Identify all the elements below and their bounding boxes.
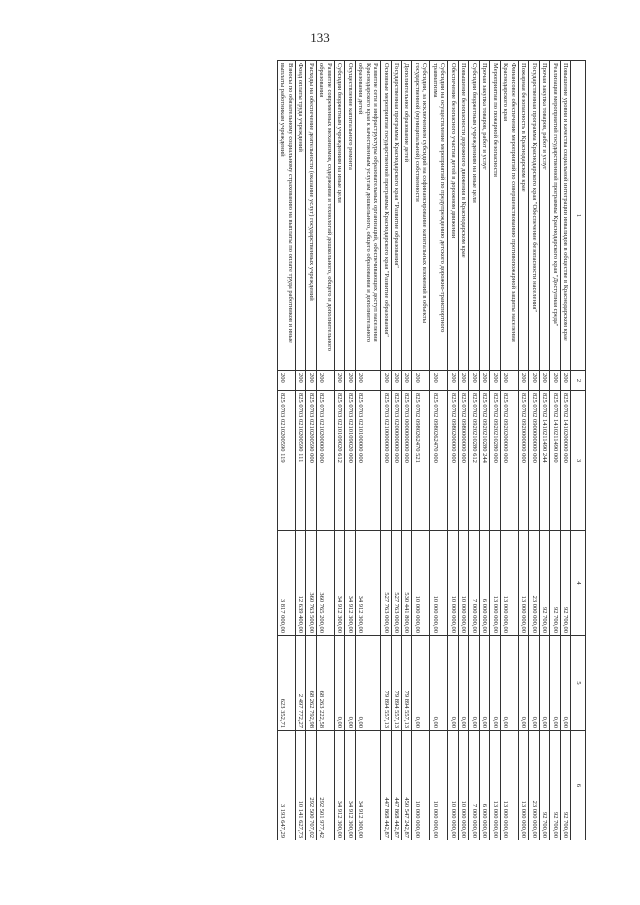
row-approved-cell: 10 000 000,00 [430,531,448,636]
row-code-cell: 200 [550,371,560,391]
row-approved-cell: 527 763 000,00 [381,531,391,636]
row-remaining-cell: 92 700,00 [539,731,549,841]
row-code-cell: 200 [316,371,334,391]
row-classifier-cell: 825 0703 0210200590 111 [295,391,305,531]
row-code-cell: 200 [402,371,412,391]
row-name-cell: Пожарная безопасность в Краснодарском крае [518,61,528,371]
row-code-cell: 200 [518,371,528,391]
row-executed-cell: 0,00 [355,636,380,731]
row-remaining-cell: 10 000 000,00 [448,731,458,841]
row-remaining-cell: 292 501 977,42 [316,731,334,841]
row-code-cell: 200 [479,371,489,391]
budget-table [277,60,586,840]
row-classifier-cell: 825 0703 0210200590 000 [306,391,316,531]
row-executed-cell: 623 352,71 [277,636,295,731]
row-name-cell: Государственная программа Краснодарского края "Развитие образования" [391,61,401,371]
row-approved-cell: 34 912 300,00 [345,531,355,636]
row-executed-cell: 0,00 [490,636,500,731]
row-approved-cell: 360 765 200,00 [316,531,334,636]
row-remaining-cell: 447 868 442,87 [381,731,391,841]
row-remaining-cell: 10 000 000,00 [430,731,448,841]
row-classifier-cell: 825 0703 0210109020 000 [345,391,355,531]
table-row [345,61,355,841]
row-code-cell: 200 [539,371,549,391]
row-code-cell: 200 [277,371,295,391]
row-approved-cell: 13 000 000,00 [500,531,518,636]
table-row [334,61,344,841]
table-row [550,61,560,841]
row-remaining-cell: 13 000 000,00 [518,731,528,841]
rotated-table-area [86,60,586,840]
row-remaining-cell: 92 700,00 [560,731,570,841]
row-name-cell: Повышение уровня и качества социальной интеграции инвалидов в обществе в Краснодарском крае [560,61,570,371]
row-executed-cell: 0,00 [412,636,430,731]
row-executed-cell: 0,00 [448,636,458,731]
row-approved-cell: 12 639 400,00 [295,531,305,636]
table-row [469,61,479,841]
row-classifier-cell: 825 0703 0000000000 000 [402,391,412,531]
row-approved-cell: 10 000 000,00 [458,531,468,636]
table-row [306,61,316,841]
row-classifier-cell: 825 0703 0200000000 000 [391,391,401,531]
row-approved-cell: 23 000 000,00 [529,531,539,636]
row-classifier-cell: 825 0703 0210109020 612 [334,391,344,531]
table-row [560,61,570,841]
row-code-cell: 200 [412,371,430,391]
table-row [430,61,448,841]
row-code-cell: 200 [500,371,518,391]
row-remaining-cell: 34 912 300,00 [334,731,344,841]
row-classifier-cell: 825 0702 0900000000 000 [529,391,539,531]
row-code-cell: 200 [345,371,355,391]
header-cell: 1 [571,61,586,371]
row-executed-cell: 68 262 792,98 [306,636,316,731]
row-code-cell: 200 [334,371,344,391]
row-code-cell: 200 [381,371,391,391]
table-row [412,61,430,841]
table-body [277,61,570,841]
row-remaining-cell: 23 000 000,00 [529,731,539,841]
row-name-cell: Прочая закупка товаров, работ и услуг [479,61,489,371]
table-row [277,61,295,841]
row-executed-cell: 0,00 [345,636,355,731]
row-name-cell: Прочая закупка товаров, работ и услуг [539,61,549,371]
row-remaining-cell: 7 000 000,00 [469,731,479,841]
header-cell: 6 [571,731,586,841]
row-name-cell: Субсидии бюджетным учреждениям на иные цели [334,61,344,371]
row-remaining-cell: 447 868 442,87 [391,731,401,841]
row-executed-cell: 0,00 [458,636,468,731]
table-row [479,61,489,841]
row-remaining-cell: 450 547 242,87 [402,731,412,841]
row-approved-cell: 92 700,00 [550,531,560,636]
header-cell: 5 [571,636,586,731]
row-name-cell: Развитие сети и инфраструктуры образовательных организаций, обеспечивающих доступ населения Краснодарского края к качественным услугам дошкольного, общего образования и дополнительного образования детей [355,61,380,371]
row-executed-cell: 2 497 772,27 [295,636,305,731]
row-code-cell: 200 [391,371,401,391]
row-code-cell: 200 [469,371,479,391]
table-row [448,61,458,841]
row-classifier-cell: 825 0703 0210200590 119 [277,391,295,531]
row-code-cell: 200 [355,371,380,391]
row-code-cell: 200 [458,371,468,391]
row-code-cell: 200 [490,371,500,391]
row-classifier-cell: 825 0702 1410211490 244 [539,391,549,531]
row-classifier-cell: 825 0703 0210000000 000 [381,391,391,531]
row-approved-cell: 527 763 000,00 [391,531,401,636]
row-remaining-cell: 292 500 707,02 [306,731,316,841]
row-code-cell: 200 [448,371,458,391]
row-classifier-cell: 825 0702 0980262470 000 [430,391,448,531]
row-remaining-cell: 10 141 627,73 [295,731,305,841]
row-approved-cell: 92 700,00 [560,531,570,636]
row-approved-cell: 10 000 000,00 [448,531,458,636]
row-approved-cell: 360 763 500,00 [306,531,316,636]
rotated-table-container [86,60,586,840]
row-remaining-cell: 3 193 647,29 [277,731,295,841]
row-name-cell: Государственная программа Краснодарского края "Обеспечение безопасности населения" [529,61,539,371]
row-executed-cell: 0,00 [479,636,489,731]
row-approved-cell: 6 000 000,00 [479,531,489,636]
table-row [381,61,391,841]
row-approved-cell: 92 700,00 [539,531,549,636]
table-row [490,61,500,841]
row-remaining-cell: 6 000 000,00 [479,731,489,841]
row-remaining-cell: 92 700,00 [550,731,560,841]
table-header-row [571,61,586,841]
table-row [518,61,528,841]
row-classifier-cell: 825 0702 0920210280 612 [469,391,479,531]
row-classifier-cell: 825 0702 0980200000 000 [448,391,458,531]
row-remaining-cell: 34 912 300,00 [355,731,380,841]
row-executed-cell: 0,00 [518,636,528,731]
row-classifier-cell: 825 0702 0920200000 000 [500,391,518,531]
row-executed-cell: 0,00 [529,636,539,731]
row-classifier-cell: 825 0702 0980262470 521 [412,391,430,531]
row-approved-cell: 10 000 000,00 [412,531,430,636]
row-name-cell: Субсидии бюджетным учреждениям на иные цели [469,61,479,371]
table-row [500,61,518,841]
row-executed-cell: 79 894 557,13 [391,636,401,731]
row-classifier-cell: 825 0702 1410211490 000 [550,391,560,531]
row-remaining-cell: 13 000 000,00 [500,731,518,841]
row-executed-cell: 0,00 [539,636,549,731]
row-name-cell: Дополнительное образование детей [402,61,412,371]
row-name-cell: Повышение безопасности дорожного движения в Краснодарском крае [458,61,468,371]
row-executed-cell: 0,00 [430,636,448,731]
table-row [355,61,380,841]
row-name-cell: Осуществление капитального ремонта [345,61,355,371]
header-cell: 4 [571,531,586,636]
row-remaining-cell: 13 000 000,00 [490,731,500,841]
header-cell: 3 [571,391,586,531]
page-number: 133 [310,30,330,45]
row-classifier-cell: 825 0702 0920000000 000 [518,391,528,531]
row-executed-cell: 79 894 557,13 [402,636,412,731]
row-approved-cell: 13 000 000,00 [518,531,528,636]
row-approved-cell: 3 817 000,00 [277,531,295,636]
row-code-cell: 200 [560,371,570,391]
row-name-cell: Фонд оплаты труда учреждений [295,61,305,371]
row-name-cell: Основные мероприятия государственной программы Краснодарского края "Развитие образования" [381,61,391,371]
row-executed-cell: 68 263 222,58 [316,636,334,731]
row-code-cell: 200 [306,371,316,391]
row-code-cell: 200 [529,371,539,391]
row-code-cell: 200 [295,371,305,391]
row-executed-cell: 79 894 557,13 [381,636,391,731]
row-code-cell: 200 [430,371,448,391]
row-approved-cell: 530 441 800,00 [402,531,412,636]
table-row [458,61,468,841]
row-name-cell: Финансовое обеспечение мероприятий по совершенствованию противопожарной защиты населения Краснодарского края [500,61,518,371]
row-name-cell: Расходы на обеспечение деятельности (оказание услуг) государственных учреждений [306,61,316,371]
header-cell: 2 [571,371,586,391]
row-executed-cell: 0,00 [500,636,518,731]
row-classifier-cell: 825 0703 0210100000 000 [355,391,380,531]
table-row [529,61,539,841]
row-remaining-cell: 10 000 000,00 [412,731,430,841]
row-classifier-cell: 825 0702 1410200000 000 [560,391,570,531]
row-classifier-cell: 825 0703 0210200000 000 [316,391,334,531]
row-name-cell: Субсидии, за исключением субсидий на софинансирование капитальных вложений в объекты государственной (муниципальной) собственности [412,61,430,371]
row-approved-cell: 13 000 000,00 [490,531,500,636]
row-name-cell: Субсидии на осуществление мероприятий по предупреждению детского дорожно-транспортного травматизма [430,61,448,371]
table-row [295,61,305,841]
row-executed-cell: 0,00 [560,636,570,731]
row-classifier-cell: 825 0702 0920210280 000 [490,391,500,531]
row-name-cell: Развитие современных механизмов, содержания и технологий дошкольного, общего и дополнительного образования [316,61,334,371]
row-name-cell: Мероприятия по пожарной безопасности [490,61,500,371]
table-row [402,61,412,841]
table-row [391,61,401,841]
row-executed-cell: 0,00 [550,636,560,731]
row-name-cell: Реализация мероприятий государственной программы Краснодарского края "Доступная среда" [550,61,560,371]
row-classifier-cell: 825 0702 0920210280 244 [479,391,489,531]
row-executed-cell: 0,00 [469,636,479,731]
row-remaining-cell: 34 912 300,00 [345,731,355,841]
table-row [316,61,334,841]
table-row [539,61,549,841]
row-approved-cell: 34 912 300,00 [334,531,344,636]
row-classifier-cell: 825 0702 0980000000 000 [458,391,468,531]
row-name-cell: Взносы по обязательному социальному страхованию на выплаты по оплате труда работников и иные выплаты работникам учреждений [277,61,295,371]
row-remaining-cell: 10 000 000,00 [458,731,468,841]
row-approved-cell: 7 000 000,00 [469,531,479,636]
row-name-cell: Обеспечение безопасного участия детей в дорожном движении [448,61,458,371]
row-executed-cell: 0,00 [334,636,344,731]
row-approved-cell: 34 912 300,00 [355,531,380,636]
